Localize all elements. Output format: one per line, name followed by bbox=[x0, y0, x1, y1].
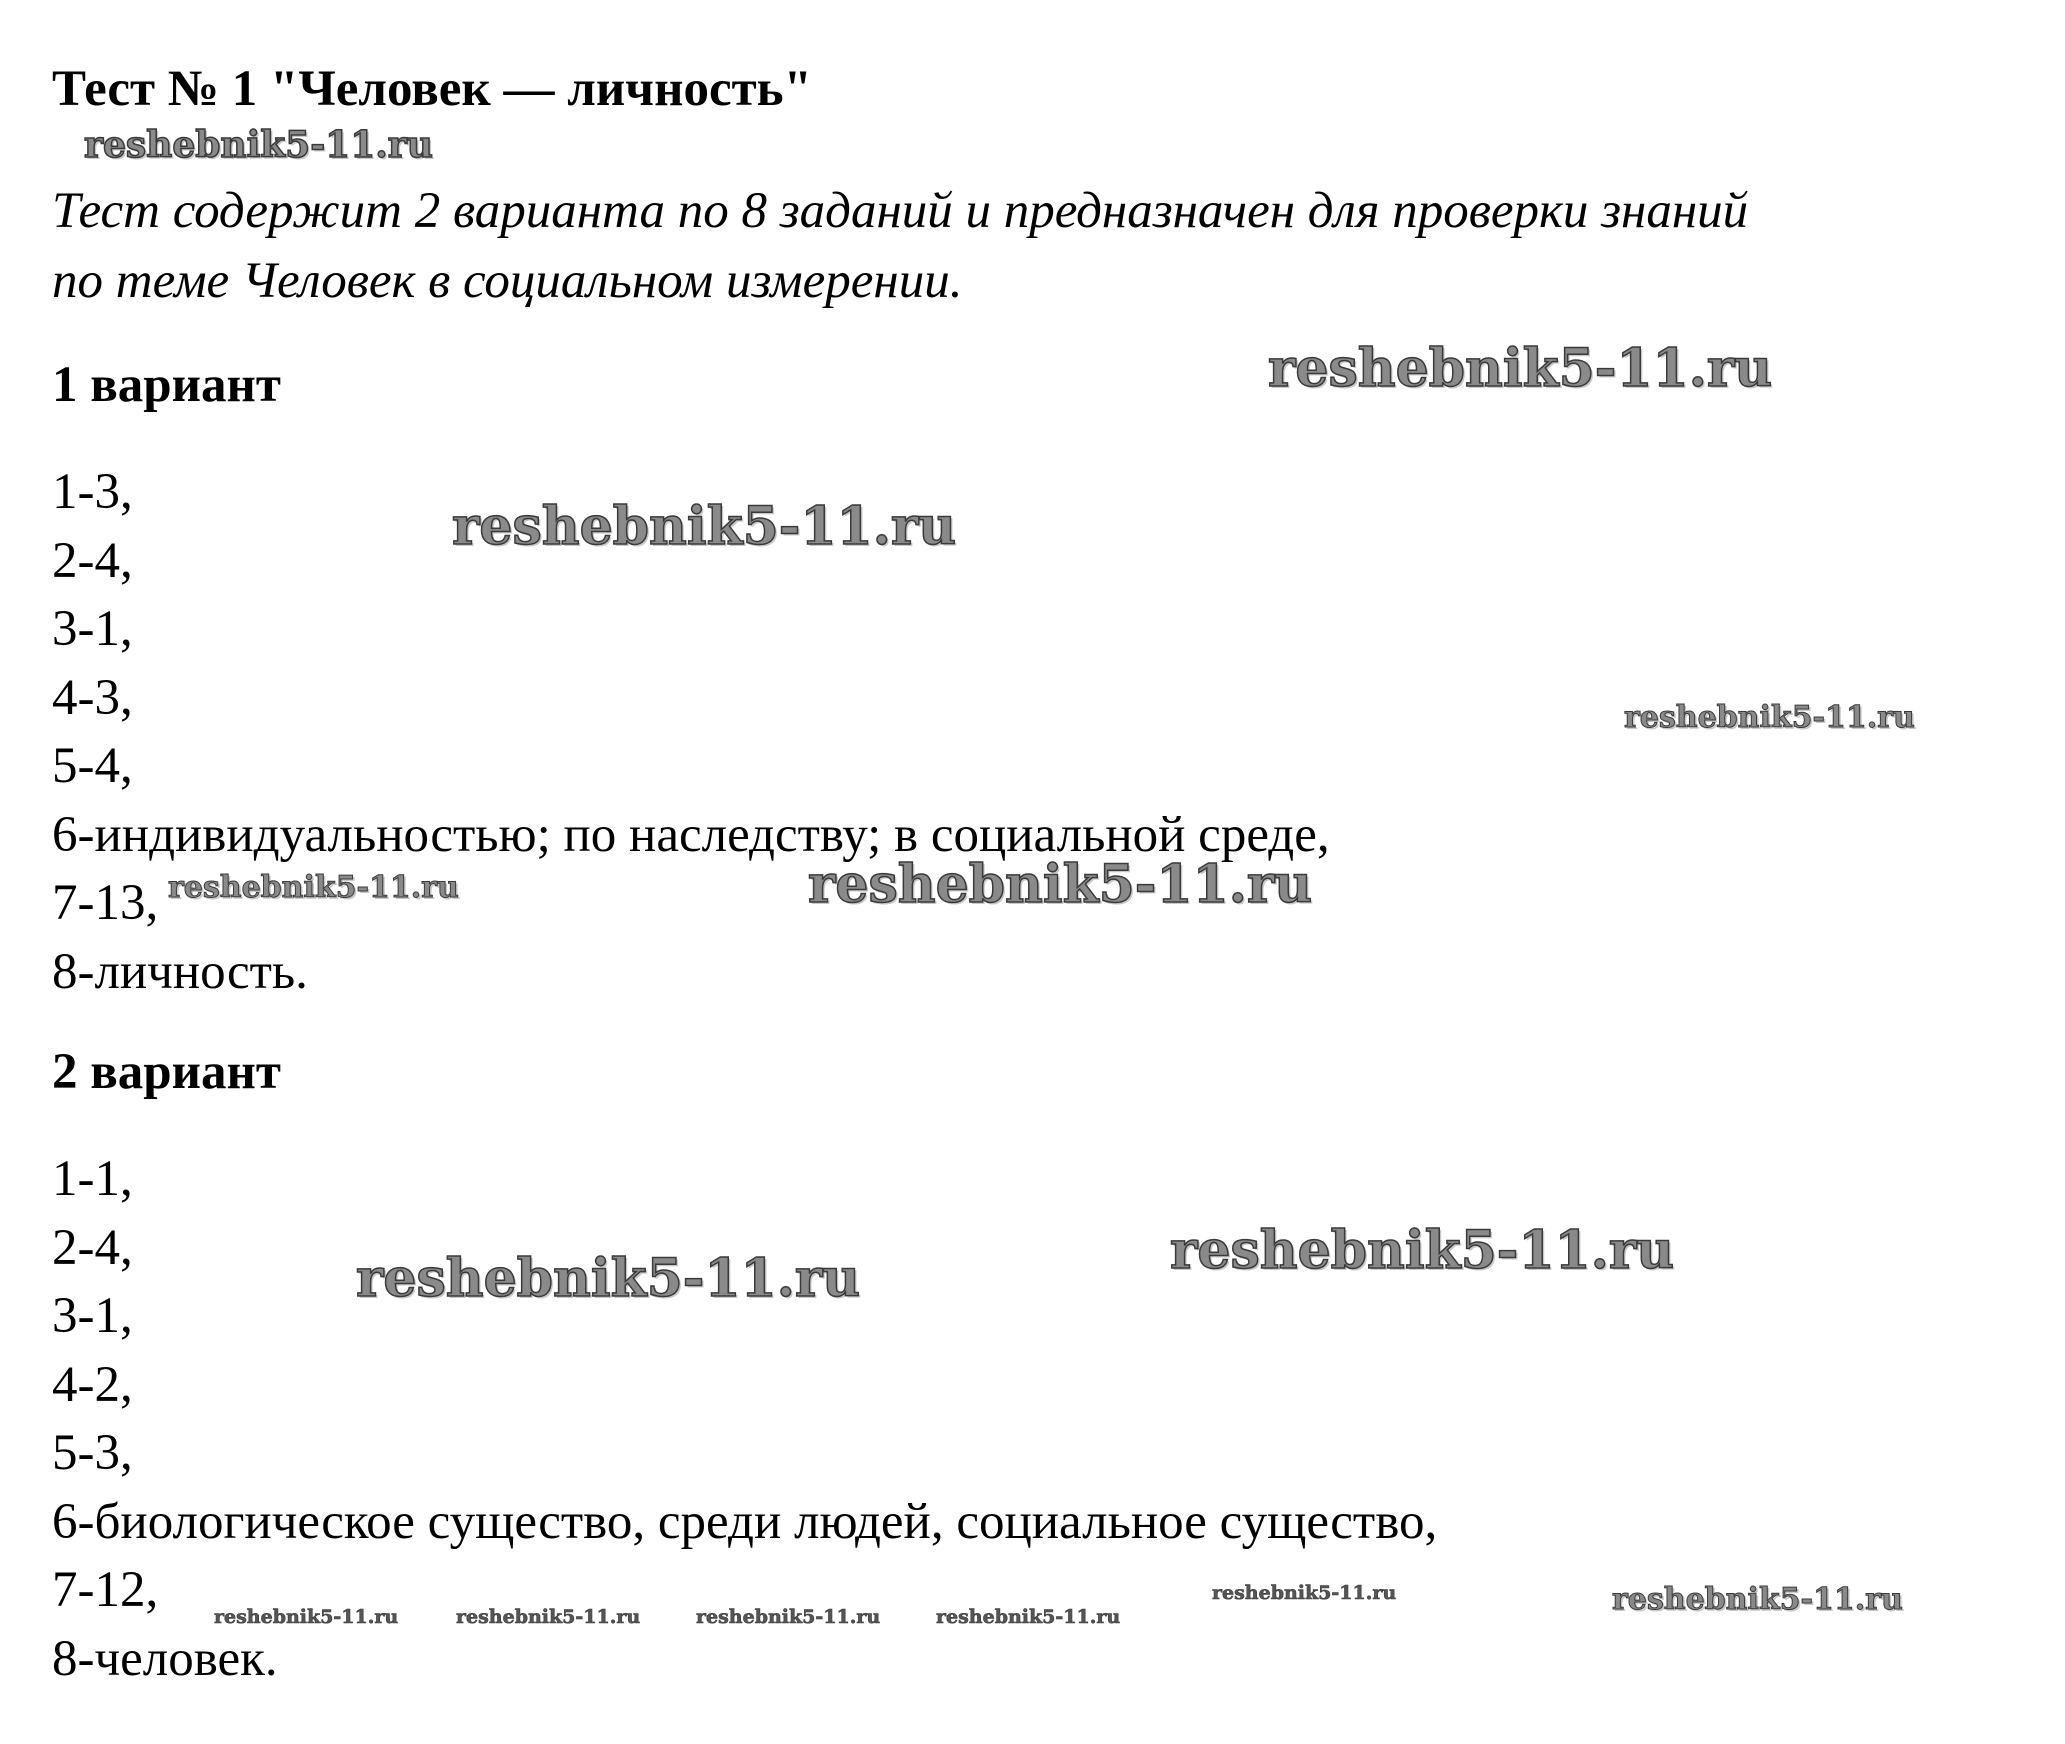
watermark: reshebnik5-11.ru bbox=[696, 1606, 881, 1628]
watermark: reshebnik5-11.ru bbox=[84, 124, 433, 166]
answer-line: 4-2, bbox=[52, 1356, 133, 1413]
watermark: reshebnik5-11.ru bbox=[1170, 1220, 1675, 1281]
answer-line: 1-1, bbox=[52, 1151, 133, 1207]
answer-line: 8-человек. bbox=[52, 1630, 278, 1687]
answer-line: 5-4, bbox=[52, 738, 133, 794]
variant-2-answers bbox=[52, 1145, 1437, 1693]
watermark: reshebnik5-11.ru bbox=[1624, 700, 1915, 735]
answer-line: 2-4, bbox=[52, 532, 133, 589]
answer-line: 7-12, bbox=[52, 1562, 159, 1618]
watermark: reshebnik5-11.ru bbox=[936, 1606, 1121, 1628]
answer-line: 4-3, bbox=[52, 669, 133, 726]
intro-paragraph bbox=[52, 176, 2042, 316]
answer-line: 6-индивидуальностью; по наследству; в социальной среде, bbox=[52, 806, 1330, 863]
answer-line: 8-личность. bbox=[52, 943, 308, 1000]
watermark: reshebnik5-11.ru bbox=[214, 1606, 399, 1628]
answer-line: 2-4, bbox=[52, 1219, 133, 1276]
watermark: reshebnik5-11.ru bbox=[168, 870, 459, 905]
intro-line-1: Тест содержит 2 варианта по 8 заданий и предназначен для проверки знаний bbox=[52, 183, 1749, 239]
watermark: reshebnik5-11.ru bbox=[808, 854, 1313, 915]
variant-1-answers bbox=[52, 458, 1330, 1006]
intro-line-2: по теме Человек в социальном измерении. bbox=[52, 253, 963, 309]
variant-1-heading: 1 вариант bbox=[52, 357, 281, 413]
answer-line: 7-13, bbox=[52, 875, 159, 931]
answer-line: 1-3, bbox=[52, 464, 133, 520]
watermark: reshebnik5-11.ru bbox=[1612, 1582, 1903, 1617]
watermark: reshebnik5-11.ru bbox=[1212, 1582, 1397, 1604]
answer-line: 3-1, bbox=[52, 1288, 133, 1344]
watermark: reshebnik5-11.ru bbox=[456, 1606, 641, 1628]
answer-line: 3-1, bbox=[52, 601, 133, 657]
watermark: reshebnik5-11.ru bbox=[1268, 338, 1773, 399]
answer-line: 5-3, bbox=[52, 1425, 133, 1481]
page-title: Тест № 1 "Человек — личность" bbox=[52, 61, 812, 117]
answer-line: 6-биологическое существо, среди людей, социальное существо, bbox=[52, 1493, 1438, 1550]
variant-2-heading: 2 вариант bbox=[52, 1044, 281, 1100]
watermark: reshebnik5-11.ru bbox=[356, 1248, 861, 1309]
watermark: reshebnik5-11.ru bbox=[452, 496, 957, 557]
